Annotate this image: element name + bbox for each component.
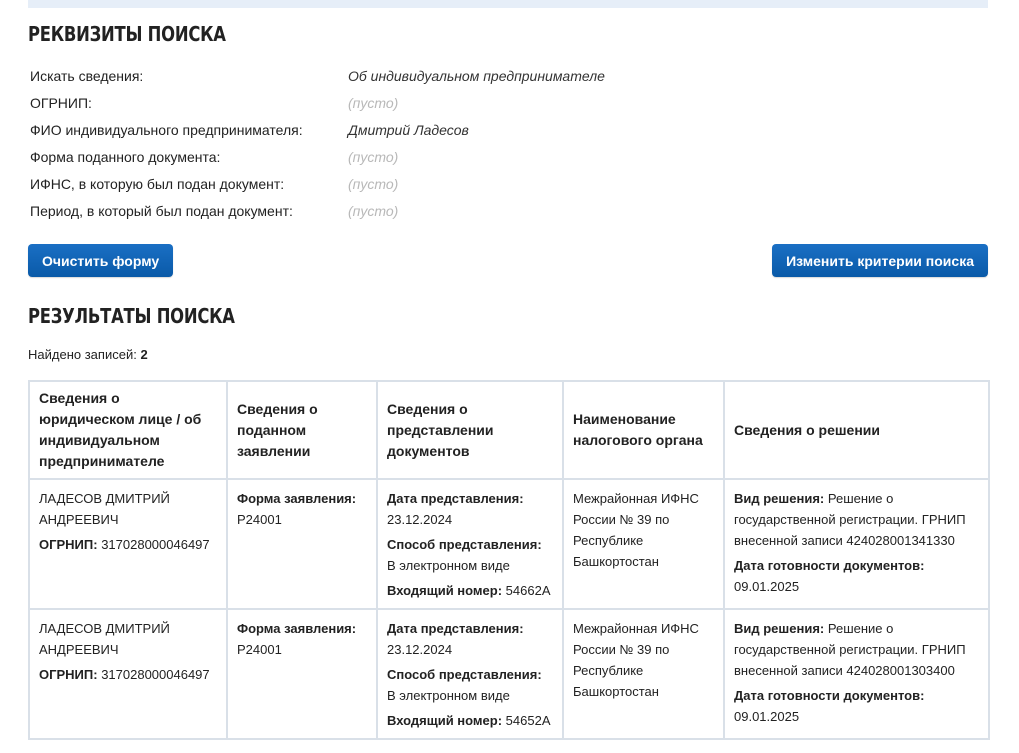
requisite-value: Об индивидуальном предпринимателе bbox=[348, 68, 605, 84]
ready-value: 09.01.2025 bbox=[734, 709, 800, 724]
cell-decision bbox=[724, 609, 989, 739]
date-value: 23.12.2024 bbox=[387, 642, 453, 657]
ready-field: Дата готовности документов: 09.01.2025 bbox=[734, 555, 979, 597]
cell-application bbox=[227, 479, 377, 609]
incoming-value: 54662А bbox=[505, 583, 551, 598]
incoming-field: Входящий номер: 54652А bbox=[387, 713, 551, 728]
requisite-row-document-form bbox=[30, 147, 730, 167]
ogrnip-field: ОГРНИП: 317028000046497 bbox=[39, 667, 210, 682]
ready-field: Дата готовности документов: 09.01.2025 bbox=[734, 685, 979, 727]
requisite-label: ФИО индивидуального предпринимателя: bbox=[30, 122, 303, 138]
requisite-row-period bbox=[30, 201, 730, 221]
ogrnip-value: 317028000046497 bbox=[101, 667, 210, 682]
form-field: Форма заявления: Р24001 bbox=[237, 488, 367, 530]
column-header-authority: Наименование налогового органа bbox=[563, 381, 724, 479]
requisite-label: Период, в который был подан документ: bbox=[30, 203, 293, 219]
method-value: В электронном виде bbox=[387, 688, 510, 703]
method-field: Способ представления: В электронном виде bbox=[387, 667, 542, 703]
requisite-value: (пусто) bbox=[348, 149, 399, 165]
form-value: Р24001 bbox=[237, 642, 282, 657]
requisite-label: ОГРНИП: bbox=[30, 95, 92, 111]
form-field: Форма заявления: Р24001 bbox=[237, 618, 367, 660]
ready-value: 09.01.2025 bbox=[734, 579, 800, 594]
cell-authority: Межрайонная ИФНС России № 39 по Республике Башкортостан bbox=[563, 479, 724, 609]
decision-field: Вид решения: Решение о государственной регистрации. ГРНИП внесенной записи 424028001341330 bbox=[734, 491, 966, 548]
cell-authority: Межрайонная ИФНС России № 39 по Республике Башкортостан bbox=[563, 609, 724, 739]
column-header-entity: Сведения о юридическом лице / об индивидуальном предпринимателе bbox=[29, 381, 227, 479]
found-count bbox=[28, 346, 148, 364]
date-value: 23.12.2024 bbox=[387, 512, 453, 527]
decision-field: Вид решения: Решение о государственной регистрации. ГРНИП внесенной записи 424028001303400 bbox=[734, 621, 966, 678]
requisite-row-fio bbox=[30, 120, 730, 140]
requisite-label: ИФНС, в которую был подан документ: bbox=[30, 176, 285, 192]
cell-submission bbox=[377, 479, 563, 609]
requisite-row-ogrnip bbox=[30, 93, 730, 113]
requisite-label: Форма поданного документа: bbox=[30, 149, 221, 165]
requisites-title: РЕКВИЗИТЫ ПОИСКА bbox=[28, 22, 226, 46]
entity-name: ЛАДЕСОВ ДМИТРИЙ АНДРЕЕВИЧ bbox=[39, 621, 170, 657]
table-header-row bbox=[29, 381, 989, 479]
requisite-row-ifns bbox=[30, 174, 730, 194]
date-field: Дата представления: 23.12.2024 bbox=[387, 618, 553, 660]
decision-value: Решение о государственной регистрации. ГРНИП внесенной записи 424028001303400 bbox=[734, 621, 966, 678]
cell-entity bbox=[29, 609, 227, 739]
cell-entity bbox=[29, 479, 227, 609]
decision-value: Решение о государственной регистрации. ГРНИП внесенной записи 424028001341330 bbox=[734, 491, 966, 548]
ogrnip-field: ОГРНИП: 317028000046497 bbox=[39, 537, 210, 552]
found-number: 2 bbox=[140, 347, 148, 362]
found-label: Найдено записей: bbox=[28, 347, 137, 362]
results-title: РЕЗУЛЬТАТЫ ПОИСКА bbox=[28, 304, 235, 328]
table-row bbox=[29, 609, 989, 739]
incoming-value: 54652А bbox=[505, 713, 551, 728]
method-value: В электронном виде bbox=[387, 558, 510, 573]
requisite-value: Дмитрий Ладесов bbox=[348, 122, 469, 138]
requisite-value: (пусто) bbox=[348, 203, 399, 219]
incoming-field: Входящий номер: 54662А bbox=[387, 583, 551, 598]
column-header-decision: Сведения о решении bbox=[724, 381, 989, 479]
date-field: Дата представления: 23.12.2024 bbox=[387, 488, 553, 530]
requisite-row-search-type bbox=[30, 66, 730, 86]
top-bar bbox=[28, 0, 988, 8]
results-table bbox=[28, 380, 990, 740]
clear-form-button[interactable]: Очистить форму bbox=[28, 244, 173, 277]
method-field: Способ представления: В электронном виде bbox=[387, 537, 542, 573]
cell-application bbox=[227, 609, 377, 739]
cell-submission bbox=[377, 609, 563, 739]
column-header-submission: Сведения о представлении документов bbox=[377, 381, 563, 479]
column-header-application: Сведения о поданном заявлении bbox=[227, 381, 377, 479]
cell-decision bbox=[724, 479, 989, 609]
change-criteria-button[interactable]: Изменить критерии поиска bbox=[772, 244, 988, 277]
ogrnip-value: 317028000046497 bbox=[101, 537, 210, 552]
requisite-value: (пусто) bbox=[348, 95, 399, 111]
form-value: Р24001 bbox=[237, 512, 282, 527]
requisite-label: Искать сведения: bbox=[30, 68, 144, 84]
requisite-value: (пусто) bbox=[348, 176, 399, 192]
table-row bbox=[29, 479, 989, 609]
entity-name: ЛАДЕСОВ ДМИТРИЙ АНДРЕЕВИЧ bbox=[39, 491, 170, 527]
